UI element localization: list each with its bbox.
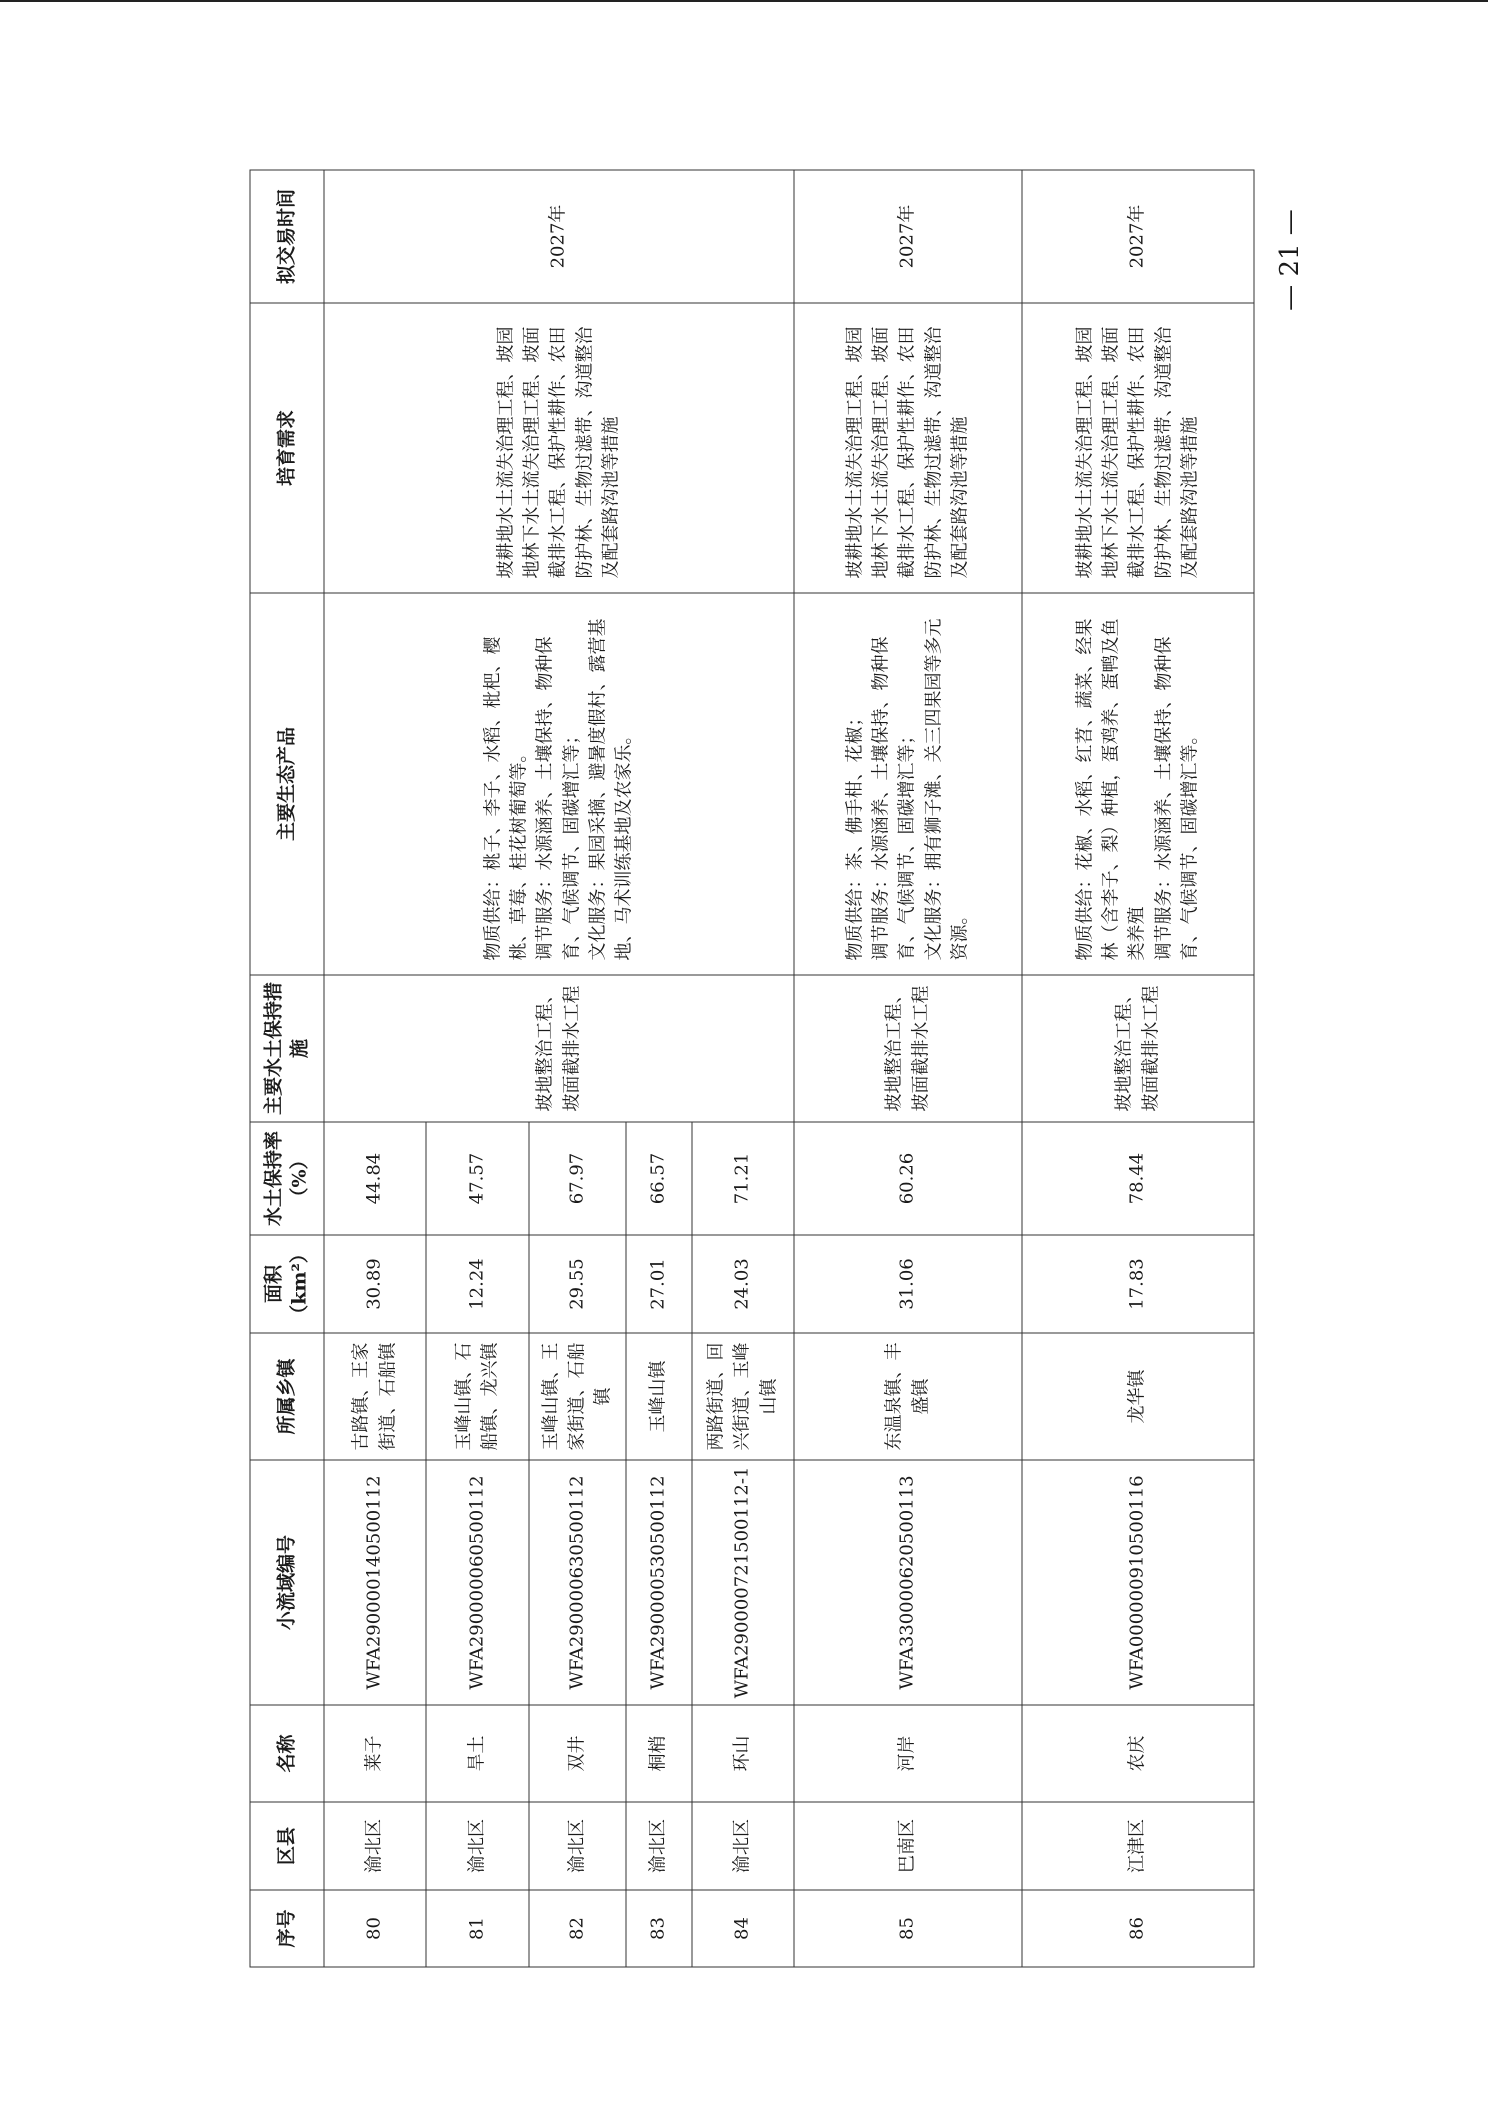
cell-name: 农庆 — [1022, 1705, 1254, 1802]
cell-measures: 坡地整治工程、坡面截排水工程 — [324, 975, 794, 1122]
cell-rate: 66.57 — [626, 1122, 692, 1235]
table-row — [794, 170, 1022, 1967]
cell-area: 24.03 — [692, 1235, 794, 1333]
header-row — [250, 170, 324, 1967]
cell-measures: 坡地整治工程、坡面截排水工程 — [794, 975, 1022, 1122]
cell-town: 玉峰山镇、王家街道、石船镇 — [529, 1333, 626, 1460]
header-measures: 主要水土保持措施 — [250, 975, 324, 1122]
cell-county: 渝北区 — [529, 1802, 626, 1890]
cell-county: 渝北区 — [692, 1802, 794, 1890]
cell-name: 旱土 — [426, 1705, 529, 1802]
cell-name: 河岸 — [794, 1705, 1022, 1802]
cell-area: 30.89 — [324, 1235, 426, 1333]
cell-code: WFA290000530500112 — [626, 1460, 692, 1705]
header-code: 小流域编号 — [250, 1460, 324, 1705]
cell-name: 莱子 — [324, 1705, 426, 1802]
cell-seq: 81 — [426, 1890, 529, 1967]
cell-county: 渝北区 — [626, 1802, 692, 1890]
cell-products: 物质供给：花椒、水稻、红苕、蔬菜、经果林（含李子、梨）种植，蛋鸡养、蛋鸭及鱼类养殖 调节服务：水源涵养、土壤保持、物种保育、气候调节、固碳增汇等。 — [1022, 593, 1254, 975]
table-row — [324, 170, 426, 1967]
cell-rate: 67.97 — [529, 1122, 626, 1235]
cell-town: 两路街道、回兴街道、玉峰山镇 — [692, 1333, 794, 1460]
cell-county: 渝北区 — [324, 1802, 426, 1890]
header-county: 区县 — [250, 1802, 324, 1890]
cell-county: 渝北区 — [426, 1802, 529, 1890]
cell-county: 巴南区 — [794, 1802, 1022, 1890]
header-name: 名称 — [250, 1705, 324, 1802]
cell-seq: 83 — [626, 1890, 692, 1967]
cell-needs: 坡耕地水土流失治理工程、坡园地林下水土流失治理工程、坡面截排水工程、保护性耕作、农田防护林、生物过滤带、沟道整治及配套路沟池等措施 — [1022, 303, 1254, 593]
cell-name: 桐梢 — [626, 1705, 692, 1802]
cell-town: 龙华镇 — [1022, 1333, 1254, 1460]
cell-town: 古路镇、王家街道、石船镇 — [324, 1333, 426, 1460]
cell-rate: 60.26 — [794, 1122, 1022, 1235]
cell-seq: 86 — [1022, 1890, 1254, 1967]
header-rate: 水土保持率（%） — [250, 1122, 324, 1235]
cell-town: 东温泉镇、丰盛镇 — [794, 1333, 1022, 1460]
cell-time: 2027年 — [1022, 170, 1254, 303]
header-products: 主要生态产品 — [250, 593, 324, 975]
cell-town: 玉峰山镇 — [626, 1333, 692, 1460]
cell-code: WFA000000910500116 — [1022, 1460, 1254, 1705]
header-needs: 培育需求 — [250, 303, 324, 593]
cell-code: WFA290000140500112 — [324, 1460, 426, 1705]
table-row — [1022, 170, 1254, 1967]
cell-code: WFA290000630500112 — [529, 1460, 626, 1705]
cell-rate: 44.84 — [324, 1122, 426, 1235]
cell-name: 环山 — [692, 1705, 794, 1802]
cell-seq: 84 — [692, 1890, 794, 1967]
cell-products: 物质供给：茶、佛手柑、花椒； 调节服务：水源涵养、土壤保持、物种保育、气候调节、固碳增汇等； 文化服务：拥有狮子滩、关三四果园等多元资源。 — [794, 593, 1022, 975]
cell-area: 29.55 — [529, 1235, 626, 1333]
header-time: 拟交易时间 — [250, 170, 324, 303]
cell-rate: 78.44 — [1022, 1122, 1254, 1235]
rotated-table-wrapper — [250, 170, 1254, 1967]
header-area: 面积（km²） — [250, 1235, 324, 1333]
cell-rate: 71.21 — [692, 1122, 794, 1235]
cell-name: 双井 — [529, 1705, 626, 1802]
cell-seq: 82 — [529, 1890, 626, 1967]
cell-needs: 坡耕地水土流失治理工程、坡园地林下水土流失治理工程、坡面截排水工程、保护性耕作、农田防护林、生物过滤带、沟道整治及配套路沟池等措施 — [324, 303, 794, 593]
cell-time: 2027年 — [324, 170, 794, 303]
cell-area: 12.24 — [426, 1235, 529, 1333]
cell-county: 江津区 — [1022, 1802, 1254, 1890]
cell-code: WFA290000721500112-1 — [692, 1460, 794, 1705]
cell-town: 玉峰山镇、石船镇、龙兴镇 — [426, 1333, 529, 1460]
header-seq: 序号 — [250, 1890, 324, 1967]
top-border-line — [0, 0, 1488, 2]
cell-area: 27.01 — [626, 1235, 692, 1333]
cell-seq: 85 — [794, 1890, 1022, 1967]
cell-code: WFA290000060500112 — [426, 1460, 529, 1705]
cell-rate: 47.57 — [426, 1122, 529, 1235]
header-town: 所属乡镇 — [250, 1333, 324, 1460]
page-number-text: — 21 — — [1275, 209, 1305, 311]
cell-measures: 坡地整治工程、坡面截排水工程 — [1022, 975, 1254, 1122]
cell-time: 2027年 — [794, 170, 1022, 303]
page-number — [1240, 160, 1340, 360]
table-body — [324, 170, 1254, 1967]
watershed-table — [250, 169, 1255, 1967]
cell-area: 17.83 — [1022, 1235, 1254, 1333]
cell-products: 物质供给：桃子、李子、水稻、枇杷、樱桃、草莓、桂花树葡萄等。 调节服务：水源涵养、土壤保持、物种保育、气候调节、固碳增汇等； 文化服务：果园采摘、避暑度假村、露营基地、马术训练基地及农家乐。 — [324, 593, 794, 975]
cell-area: 31.06 — [794, 1235, 1022, 1333]
cell-needs: 坡耕地水土流失治理工程、坡园地林下水土流失治理工程、坡面截排水工程、保护性耕作、农田防护林、生物过滤带、沟道整治及配套路沟池等措施 — [794, 303, 1022, 593]
cell-seq: 80 — [324, 1890, 426, 1967]
cell-code: WFA330000620500113 — [794, 1460, 1022, 1705]
